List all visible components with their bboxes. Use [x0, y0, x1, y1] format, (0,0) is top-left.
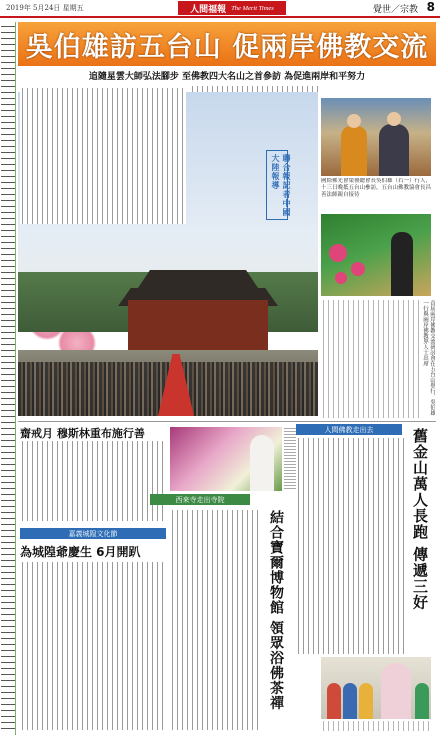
ticker-mark — [1, 272, 15, 273]
ticker-mark — [1, 692, 15, 693]
flower-offering-photo — [170, 427, 282, 491]
ticker-mark — [1, 602, 15, 603]
monk-head — [347, 114, 361, 128]
ticker-mark — [1, 86, 15, 87]
ticker-mark — [1, 680, 15, 681]
ticker-mark — [1, 656, 15, 657]
mascot-figure — [381, 663, 411, 719]
ticker-mark — [1, 464, 15, 465]
ticker-mark — [1, 362, 15, 363]
ticker-mark — [1, 74, 15, 75]
child-figure — [359, 683, 373, 719]
ticker-mark — [1, 338, 15, 339]
pullquote: 聯合報記者中國大陸報導 — [271, 154, 291, 217]
brand-name-en: The Merit Times — [231, 4, 274, 12]
marathon-article-text — [296, 438, 406, 654]
ticker-mark — [1, 524, 15, 525]
buddhist-outreach-tag: 人間佛教走出去 — [296, 424, 402, 435]
ticker-mark — [1, 350, 15, 351]
ticker-mark — [1, 26, 15, 27]
city-god-headline: 為城隍爺慶生 6月開趴 — [20, 545, 141, 559]
ticker-mark — [1, 638, 15, 639]
ticker-mark — [1, 662, 15, 663]
child-figure — [415, 683, 429, 719]
ticker-mark — [1, 296, 15, 297]
ticker-mark — [1, 608, 15, 609]
ticker-mark — [1, 32, 15, 33]
ticker-mark — [1, 506, 15, 507]
page-number: 8 — [426, 0, 435, 14]
section-name: 覺世／宗教 — [372, 5, 418, 15]
ticker-mark — [1, 146, 15, 147]
ticker-mark — [1, 422, 15, 423]
ticker-mark — [1, 134, 15, 135]
ticker-mark — [1, 632, 15, 633]
ticker-mark — [1, 428, 15, 429]
masthead — [0, 0, 440, 16]
marathon-headline: 舊金山萬人長跑 傳遞三好 — [411, 428, 429, 611]
ticker-mark — [1, 62, 15, 63]
ticker-mark — [1, 218, 15, 219]
ticker-mark — [1, 434, 15, 435]
ticker-mark — [1, 536, 15, 537]
main-headline: 吳伯雄訪五台山 促兩岸佛教交流 — [25, 31, 429, 63]
city-god-article-text — [20, 562, 166, 730]
ticker-mark — [1, 404, 15, 405]
ticker-mark — [1, 206, 15, 207]
ticker-mark — [1, 704, 15, 705]
ticker-mark — [1, 68, 15, 69]
ticker-mark — [1, 380, 15, 381]
flower-photo-caption — [284, 427, 296, 491]
ticker-mark — [1, 194, 15, 195]
ticker-mark — [1, 440, 15, 441]
nun-figure — [391, 232, 413, 296]
nun-figure — [250, 435, 274, 491]
garden-photo-caption: 首屆兩岸佛教交流研討會在五台山舉行，吳伯雄一行與兩岸佛教界人士出席 — [422, 300, 435, 416]
newspaper-logo — [178, 1, 286, 15]
ticker-mark — [1, 446, 15, 447]
ticker-mark — [1, 482, 15, 483]
ticker-mark — [1, 620, 15, 621]
ticker-mark — [1, 512, 15, 513]
ticker-mark — [1, 650, 15, 651]
ticker-mark — [1, 674, 15, 675]
ticker-mark — [1, 392, 15, 393]
ticker-mark — [1, 98, 15, 99]
monks-greeting-photo — [321, 98, 431, 176]
child-figure — [343, 683, 357, 719]
ticker-mark — [1, 590, 15, 591]
ticker-mark — [1, 260, 15, 261]
ticker-mark — [1, 164, 15, 165]
ticker-mark — [1, 254, 15, 255]
ticker-mark — [1, 476, 15, 477]
ticker-mark — [1, 158, 15, 159]
ticker-mark — [1, 458, 15, 459]
ticker-mark — [1, 488, 15, 489]
marathon-kids-photo — [321, 657, 431, 719]
article-body-left — [20, 88, 186, 224]
ticker-mark — [1, 578, 15, 579]
ticker-mark — [1, 56, 15, 57]
monk-figure — [341, 126, 367, 176]
ticker-mark — [1, 500, 15, 501]
temple-hall — [128, 300, 268, 350]
museum-article-text — [170, 510, 262, 730]
ticker-mark — [1, 224, 15, 225]
ticker-mark — [1, 38, 15, 39]
ticker-mark — [1, 374, 15, 375]
right-column-text-2 — [321, 300, 419, 418]
ramadan-headline: 齋戒月 穆斯林重布施行善 — [20, 427, 145, 440]
child-figure — [327, 683, 341, 719]
ticker-mark — [1, 410, 15, 411]
ticker-mark — [1, 302, 15, 303]
ticker-mark — [1, 596, 15, 597]
ticker-mark — [1, 542, 15, 543]
ticker-mark — [1, 548, 15, 549]
guest-figure — [379, 124, 409, 176]
guest-head — [387, 112, 401, 126]
section-divider — [18, 421, 436, 422]
ticker-mark — [1, 686, 15, 687]
ticker-mark — [1, 80, 15, 81]
ticker-mark — [1, 698, 15, 699]
ticker-mark — [1, 644, 15, 645]
ticker-mark — [1, 572, 15, 573]
kids-photo-caption — [321, 721, 431, 731]
ticker-mark — [1, 110, 15, 111]
ticker-mark — [1, 92, 15, 93]
masthead-rule — [0, 16, 440, 18]
ticker-mark — [1, 104, 15, 105]
main-subhead: 追隨星雲大師弘法腳步 至佛教四大名山之首參訪 為促進兩岸和平努力 — [88, 72, 366, 82]
ticker-mark — [1, 368, 15, 369]
ticker-mark — [1, 182, 15, 183]
ticker-mark — [1, 248, 15, 249]
west-temple-tag: 西來寺走出寺院 — [150, 494, 250, 505]
museum-headline: 結合寶爾博物館 領眾浴佛茶禪 — [268, 510, 284, 711]
ticker-mark — [1, 668, 15, 669]
ticker-mark — [1, 722, 15, 723]
ticker-mark — [1, 230, 15, 231]
flower — [351, 262, 365, 276]
ticker-mark — [1, 470, 15, 471]
stock-ticker-column — [0, 22, 16, 735]
ticker-mark — [1, 188, 15, 189]
monks-photo-caption: 國際佛光會榮譽總會長吳伯雄（右一）行人，十三日晚抵五台山參訪，五台山佛教協會長昌善法師親自接待 — [321, 178, 431, 212]
ticker-mark — [1, 308, 15, 309]
city-god-tag: 嘉義城隍文化節 — [20, 528, 166, 539]
ticker-mark — [1, 554, 15, 555]
brand-name-cn: 人間福報 — [190, 4, 227, 15]
ticker-mark — [1, 728, 15, 729]
ticker-mark — [1, 122, 15, 123]
ticker-mark — [1, 284, 15, 285]
ticker-mark — [1, 116, 15, 117]
ticker-mark — [1, 128, 15, 129]
ticker-mark — [1, 44, 15, 45]
ticker-mark — [1, 716, 15, 717]
ticker-mark — [1, 398, 15, 399]
ticker-mark — [1, 584, 15, 585]
ramadan-article-text — [20, 441, 166, 521]
ticker-mark — [1, 212, 15, 213]
ticker-mark — [1, 290, 15, 291]
ticker-mark — [1, 170, 15, 171]
ticker-mark — [1, 242, 15, 243]
ticker-mark — [1, 566, 15, 567]
ticker-mark — [1, 614, 15, 615]
issue-date: 2019年 5月24日 星期五 — [6, 4, 84, 12]
ticker-mark — [1, 326, 15, 327]
ticker-mark — [1, 494, 15, 495]
ticker-mark — [1, 50, 15, 51]
ticker-mark — [1, 356, 15, 357]
ticker-mark — [1, 176, 15, 177]
main-headline-banner — [18, 22, 436, 66]
ticker-mark — [1, 416, 15, 417]
ticker-mark — [1, 344, 15, 345]
flower — [335, 272, 347, 284]
ticker-mark — [1, 560, 15, 561]
ticker-mark — [1, 518, 15, 519]
ticker-mark — [1, 278, 15, 279]
ticker-mark — [1, 236, 15, 237]
ticker-mark — [1, 626, 15, 627]
ticker-mark — [1, 140, 15, 141]
ticker-mark — [1, 710, 15, 711]
ticker-mark — [1, 332, 15, 333]
temple-upper-roof — [138, 270, 258, 288]
ticker-mark — [1, 320, 15, 321]
ticker-mark — [1, 530, 15, 531]
garden-photo — [321, 214, 431, 296]
ticker-mark — [1, 452, 15, 453]
flower — [329, 244, 347, 262]
ticker-mark — [1, 386, 15, 387]
ticker-mark — [1, 200, 15, 201]
ticker-mark — [1, 266, 15, 267]
ticker-mark — [1, 314, 15, 315]
ticker-mark — [1, 152, 15, 153]
